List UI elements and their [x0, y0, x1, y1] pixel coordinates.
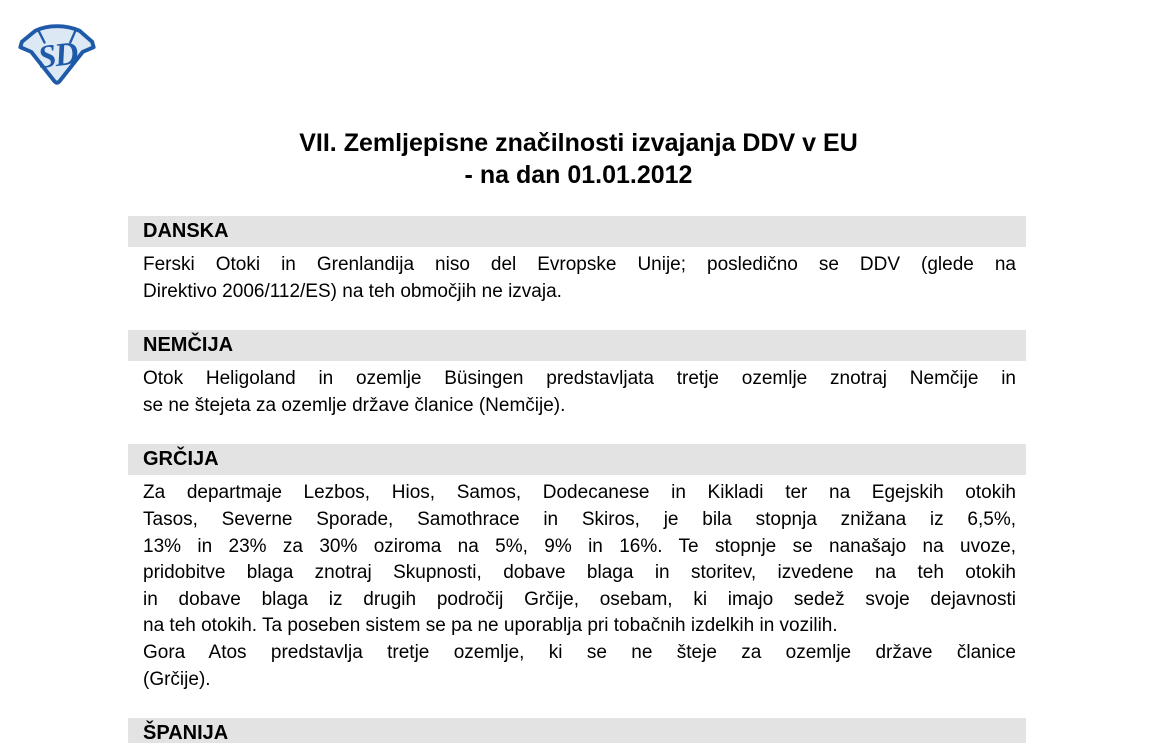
section-header-danska: DANSKA — [128, 216, 1026, 247]
section-header-spanija: ŠPANIJA — [128, 718, 1026, 743]
paragraph-line: Direktivo 2006/112/ES) na teh območjih ne izvaja. — [143, 280, 562, 302]
paragraph-line: Za departmaje Lezbos, Hios, Samos, Dodecanese in Kikladi ter na Egejskih otokih — [143, 482, 1016, 504]
paragraph-line: (Grčije). — [143, 668, 211, 690]
page-title-line-2: - na dan 01.01.2012 — [464, 161, 693, 189]
logo-letters: SD — [36, 35, 79, 77]
section-header-nemcija: NEMČIJA — [128, 330, 1026, 361]
paragraph-line: Tasos, Severne Sporade, Samothrace in Skiros, je bila stopnja znižana iz 6,5%, — [143, 508, 1016, 530]
section-body-grcija — [143, 480, 1016, 693]
paragraph-line: pridobitve blaga znotraj Skupnosti, dobave blaga in storitev, izvedene na teh otokih — [143, 562, 1016, 584]
paragraph-line: in dobave blaga iz drugih področij Grčije, osebam, ki imajo sedež svoje dejavnosti — [143, 588, 1016, 610]
paragraph-line: 13% in 23% za 30% oziroma na 5%, 9% in 16%. Te stopnje se nanašajo na uvoze, — [143, 535, 1016, 557]
page-title — [0, 127, 1157, 191]
section-grcija — [128, 444, 1026, 693]
paragraph-line: Ferski Otoki in Grenlandija niso del Evropske Unije; posledično se DDV (glede na — [143, 254, 1016, 275]
section-danska — [128, 216, 1026, 305]
paragraph-line: Gora Atos predstavlja tretje ozemlje, ki se ne šteje za ozemlje države članice — [143, 641, 1016, 663]
section-body-nemcija — [143, 366, 1016, 419]
section-spanija — [128, 718, 1026, 743]
paragraph-line: Otok Heligoland in ozemlje Büsingen predstavljata tretje ozemlje znotraj Nemčije in — [143, 368, 1016, 390]
document-content — [128, 216, 1026, 743]
sd-diamond-logo-icon — [18, 22, 96, 88]
page-title-line-1: VII. Zemljepisne značilnosti izvajanja DDV v EU — [299, 129, 858, 157]
paragraph-line: na teh otokih. Ta poseben sistem se pa ne uporablja pri tobačnih izdelkih in vozilih. — [143, 615, 838, 637]
section-nemcija — [128, 330, 1026, 419]
section-body-danska — [143, 252, 1016, 305]
paragraph-line: se ne štejeta za ozemlje države članice (Nemčije). — [143, 394, 566, 416]
section-header-grcija: GRČIJA — [128, 444, 1026, 475]
